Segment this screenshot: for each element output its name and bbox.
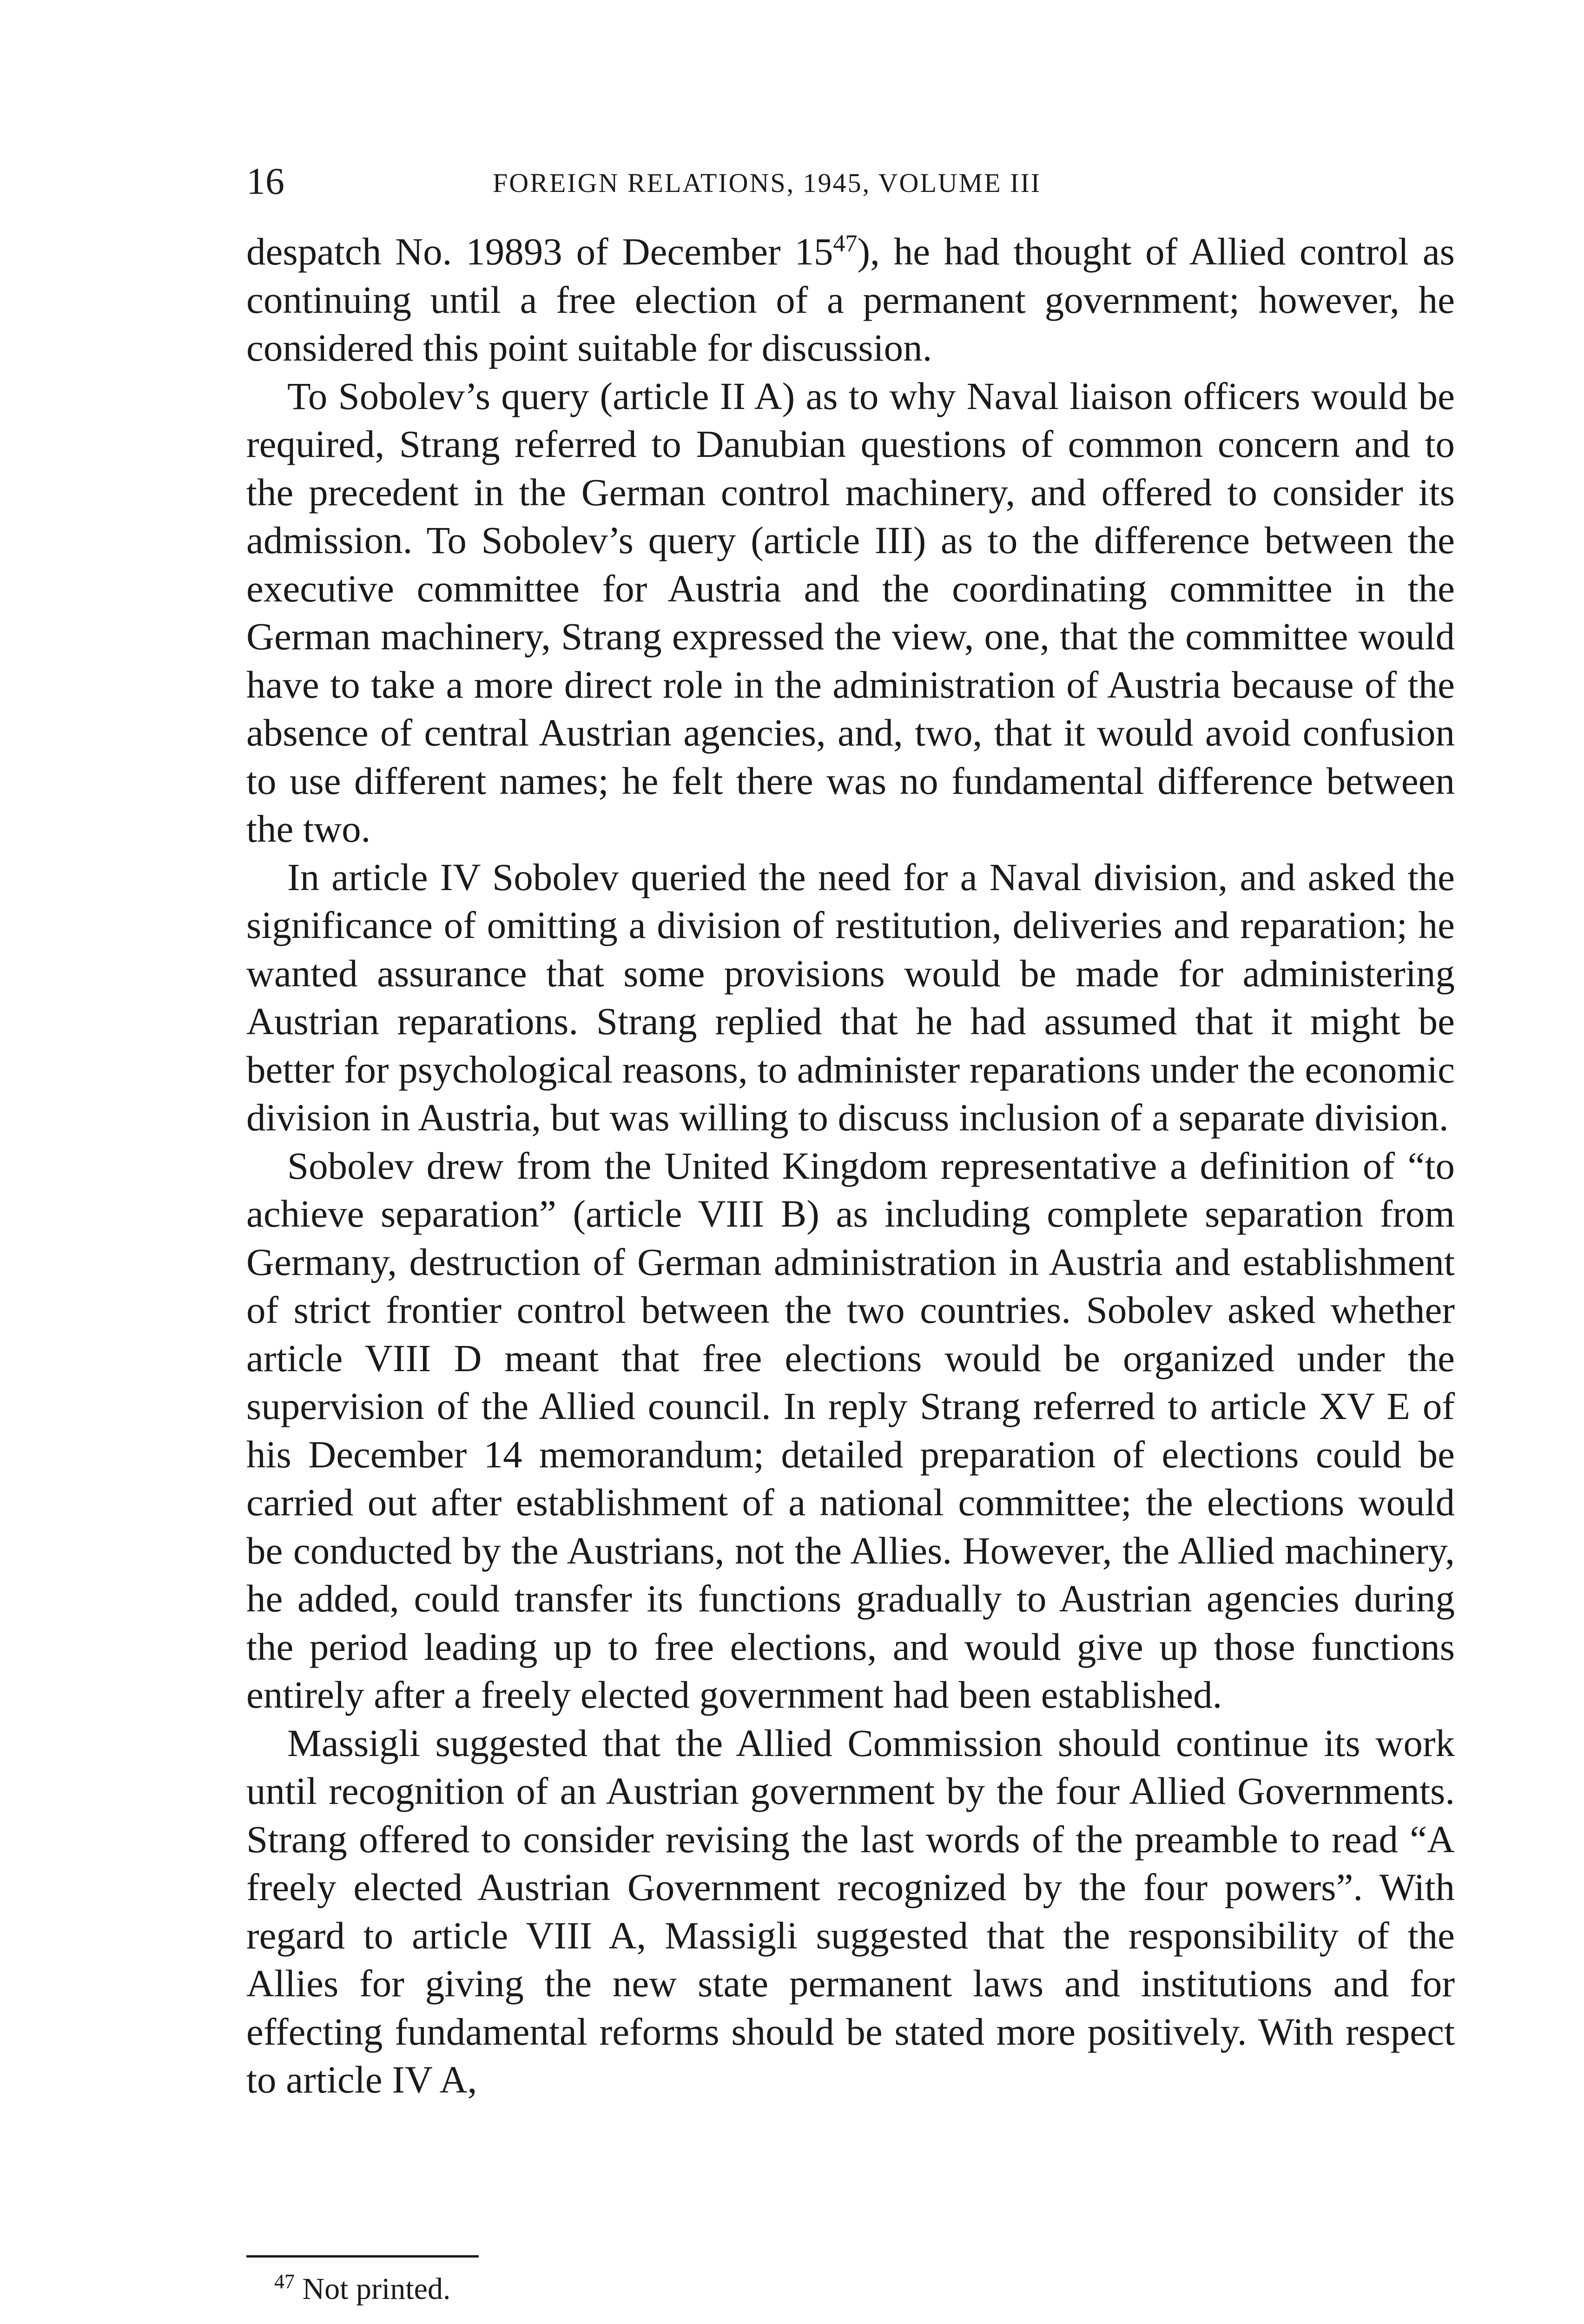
paragraph: Sobolev drew from the United Kingdom representative a definition of “to achieve separation” (article VIII B) as including complete separation from Germany, destruction of German administration in Austria and establishment of strict frontier control between the two countries. Sobolev asked whether article VIII D meant that free elections would be organized under the supervision of the Allied council. In reply Strang referred to article XV E of his December 14 memorandum; detailed preparation of elections could be carried out after establishment of a national committee; the elections would be conducted by the Austrians, not the Allies. However, the Allied machinery, he added, could transfer its functions gradually to Austrian agencies during the period leading up to free elections, and would give up those functions entirely after a freely elected government had been established.: [246, 1144, 1455, 1716]
footnote-divider: [246, 2255, 479, 2258]
paragraph: Massigli suggested that the Allied Commission should continue its work until recognition of an Austrian government by the four Allied Governments. Strang offered to consider revising the last words of the preamble to read “A freely elected Austrian Government recognized by the four powers”. With regard to article VIII A, Massigli suggested that the responsibility of the Allies for giving the new state permanent laws and institutions and for effecting fundamental reforms should be stated more positively. With respect to article IV A,: [246, 1721, 1455, 2101]
paragraph-text: despatch No. 19893 of December 15: [246, 230, 833, 273]
footnote-text: Not printed.: [302, 2272, 451, 2306]
page-number: 16: [246, 160, 284, 202]
paragraph-text: ), he had thought of Allied control as continuing until a free election of a permanent government; however, he considered this point suitable for discussion.: [246, 230, 1455, 369]
footnote-reference[interactable]: 47: [833, 230, 858, 257]
paragraph-continued: [246, 228, 1455, 372]
paragraph: To Sobolev’s query (article II A) as to why Naval liaison officers would be required, Strang referred to Danubian questions of common concern and to the precedent in the German control machinery, and offered to consider its admission. To Sobolev’s query (article III) as to the difference between the executive committee for Austria and the coordinating committee in the German machinery, Strang expressed the view, one, that the committee would have to take a more direct role in the administration of Austria because of the absence of central Austrian agencies, and, two, that it would avoid confusion to use different names; he felt there was no fundamental difference between the two.: [246, 374, 1455, 850]
page-header: [246, 158, 1455, 214]
footnote: [274, 2268, 450, 2310]
paragraph: In article IV Sobolev queried the need for a Naval division, and asked the significance of omitting a division of restitution, deliveries and reparation; he wanted assurance that some provisions would be made for administering Austrian reparations. Strang replied that he had assumed that it might be better for psychological reasons, to administer reparations under the economic division in Austria, but was willing to discuss inclusion of a separate division.: [246, 855, 1455, 1139]
footnote-mark: 47: [274, 2270, 295, 2293]
document-body: [246, 228, 1455, 2104]
running-title: FOREIGN RELATIONS, 1945, VOLUME III: [493, 168, 1042, 198]
